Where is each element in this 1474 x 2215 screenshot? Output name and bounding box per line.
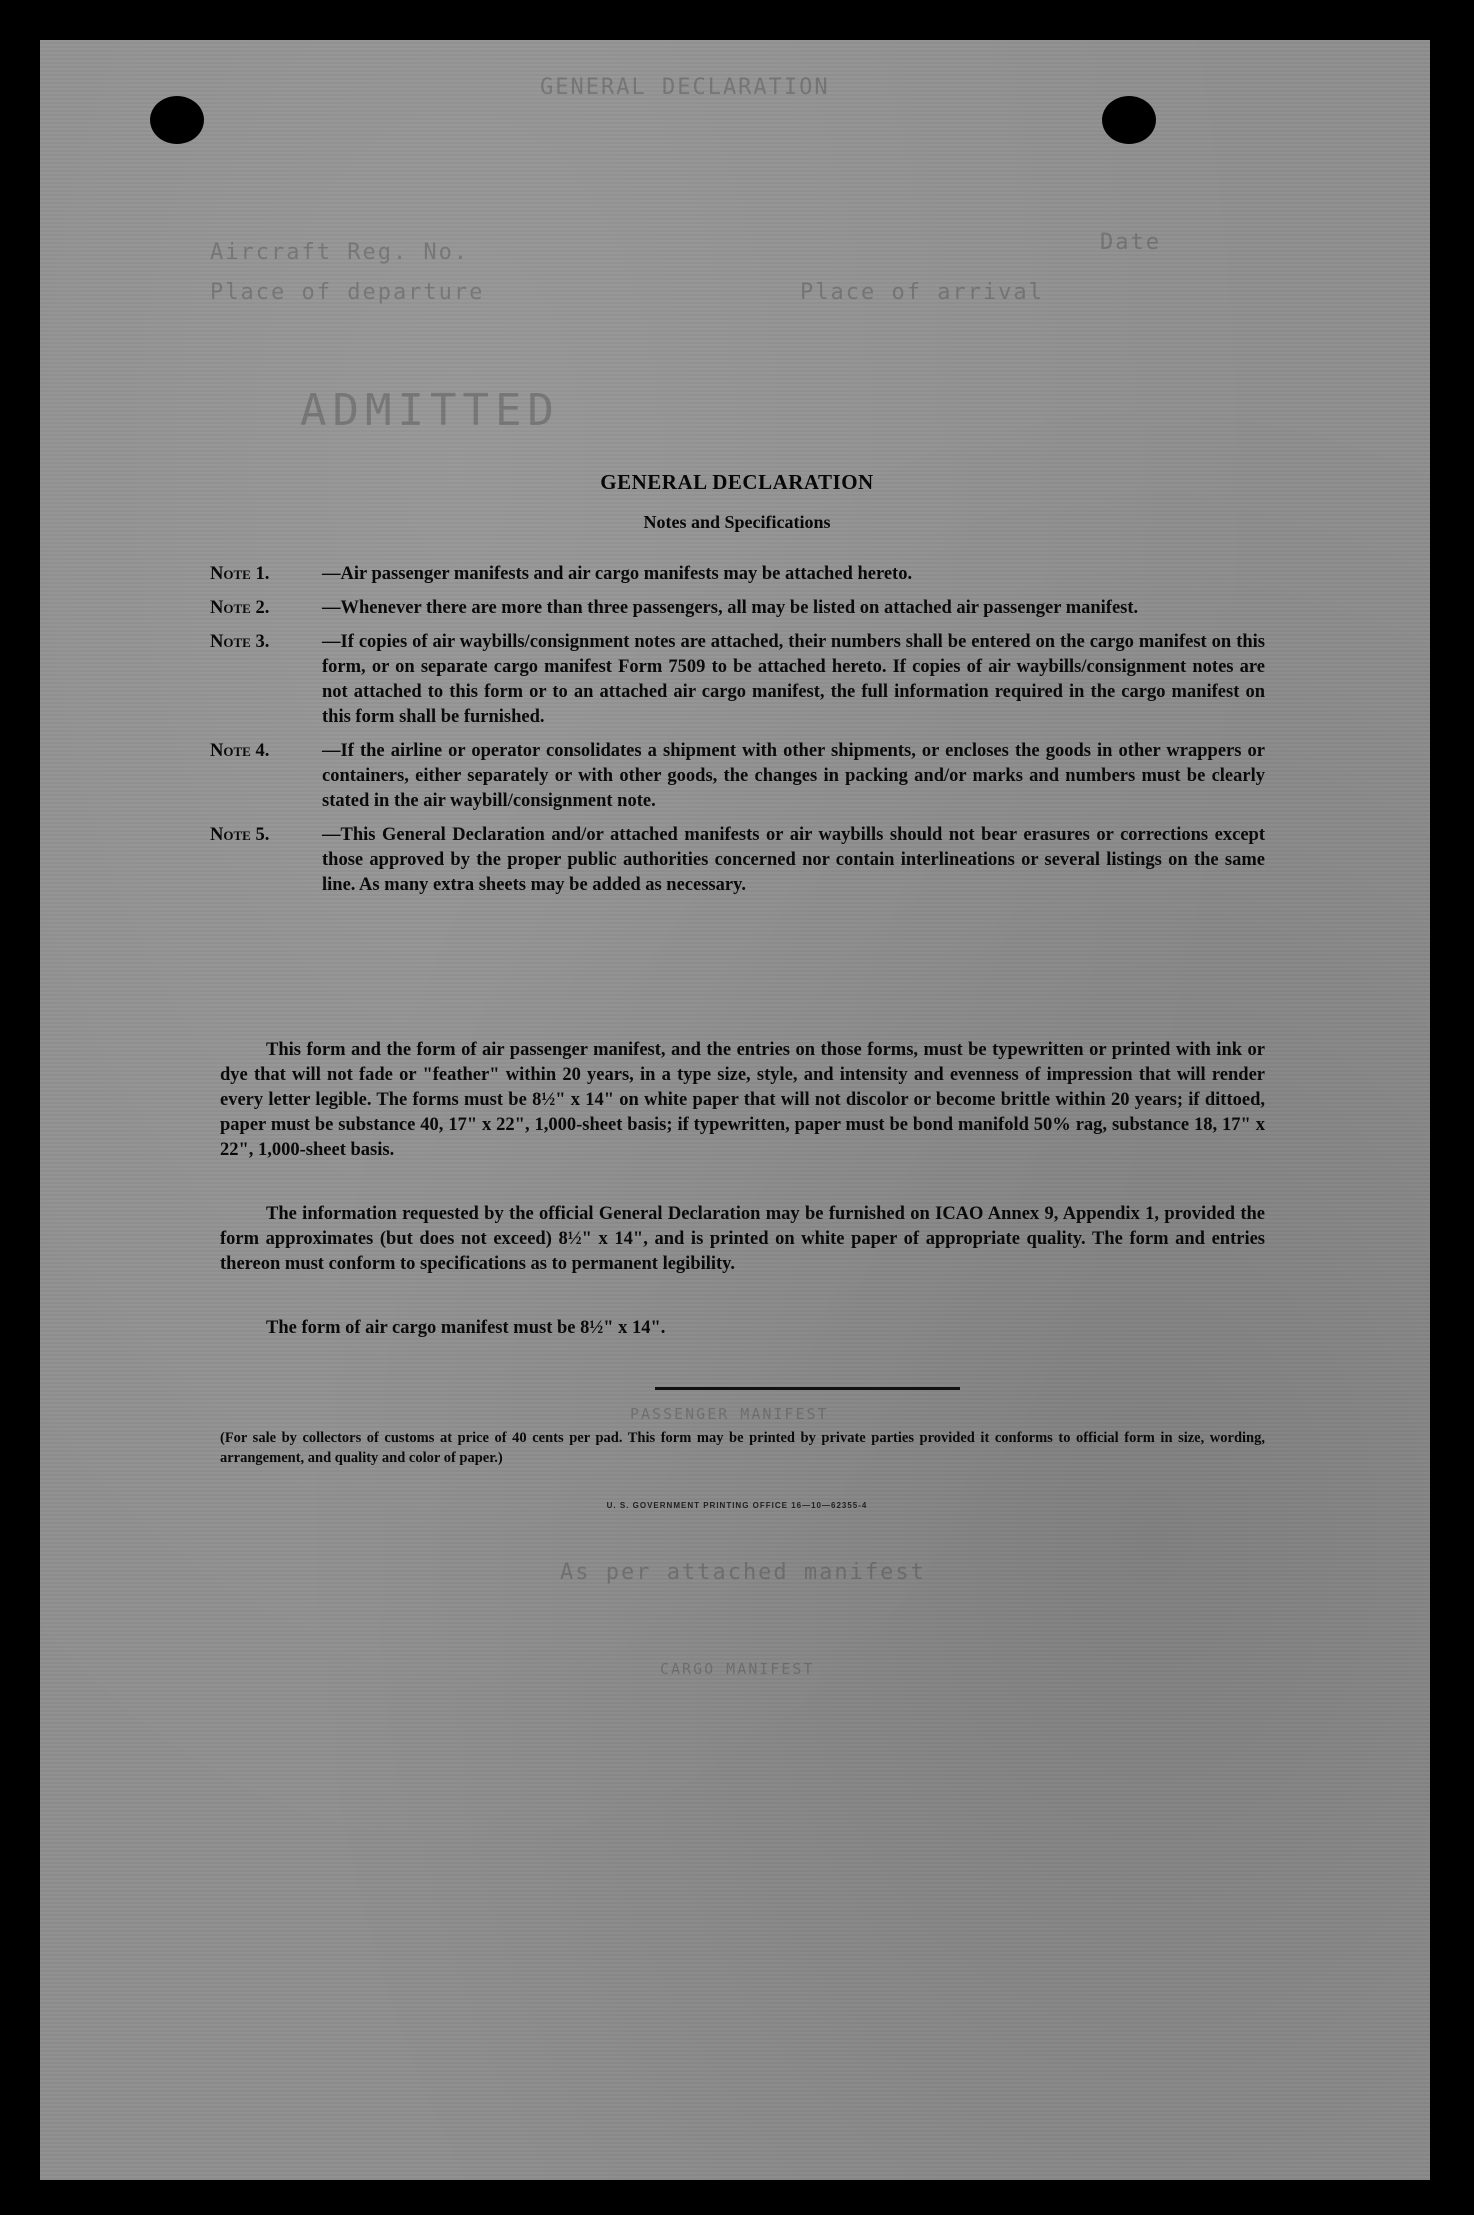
note-label: Note 2.	[210, 598, 270, 618]
bleedthrough-heading: GENERAL DECLARATION	[540, 75, 830, 100]
divider-rule	[655, 1387, 960, 1390]
notes-list	[210, 562, 1265, 907]
bleedthrough-passenger-heading: PASSENGER MANIFEST	[630, 1405, 829, 1423]
note-4	[210, 739, 1265, 814]
bleedthrough-arrival-line: Place of arrival	[800, 280, 1044, 305]
note-2	[210, 596, 1265, 621]
note-label: Note 4.	[210, 741, 270, 761]
punch-hole-right	[1102, 96, 1156, 144]
note-text: —If copies of air waybills/consignment notes are attached, their numbers shall be entered on the cargo manifest on this form, or on separate cargo manifest Form 7509 to be attached hereto. If copies of air waybills/consignment notes are not attached to this form or to an attached air cargo manifest, the full information required in the cargo manifest on this form shall be furnished.	[322, 632, 1265, 727]
bleedthrough-attached-manifest: As per attached manifest	[560, 1560, 926, 1585]
bleedthrough-place-line: Place of departure	[210, 280, 485, 305]
sale-notice: (For sale by collectors of customs at price of 40 cents per pad. This form may be printed by private parties provided it conforms to official form in size, wording, arrangement, and quality and color of paper.)	[220, 1430, 1265, 1466]
note-text: —Air passenger manifests and air cargo manifests may be attached hereto.	[322, 564, 913, 584]
paragraph-cargo-size: The form of air cargo manifest must be 8½" x 14".	[266, 1318, 666, 1338]
note-5	[210, 823, 1265, 898]
note-3	[210, 630, 1265, 730]
note-text: —This General Declaration and/or attached manifests or air waybills should not bear erasures or corrections except those approved by the proper public authorities concerned nor contain interlineations or several listings on the same line. As many extra sheets may be added as necessary.	[322, 825, 1265, 895]
paragraph-icao-annex: The information requested by the official General Declaration may be furnished on ICAO Annex 9, Appendix 1, provided the form approximates (but does not exceed) 8½" x 14", and is printed on white paper of appropriate quality. The form and entries thereon must conform to specifications as to permanent legibility.	[220, 1204, 1265, 1274]
document-title: GENERAL DECLARATION	[600, 470, 874, 494]
bleedthrough-date-line: Date	[1100, 230, 1161, 255]
paragraph-form-requirements: This form and the form of air passenger manifest, and the entries on those forms, must be typewritten or printed with ink or dye that will not fade or "feather" within 20 years, in a type size, style, and intensity and evenness of impression that will render every letter legible. The forms must be 8½" x 14" on white paper that will not discolor or become brittle within 20 years; if dittoed, paper must be substance 40, 17" x 22", 1,000-sheet basis; if typewritten, paper must be bond manifold 50% rag, substance 18, 17" x 22", 1,000-sheet basis.	[220, 1040, 1265, 1160]
note-label: Note 1.	[210, 564, 270, 584]
bleedthrough-stamp: ADMITTED	[300, 385, 560, 436]
note-label: Note 5.	[210, 825, 270, 845]
note-1	[210, 562, 1265, 587]
punch-hole-left	[150, 96, 204, 144]
document-subtitle: Notes and Specifications	[643, 512, 831, 532]
bleedthrough-cargo-heading: CARGO MANIFEST	[660, 1660, 815, 1678]
bleedthrough-aircraft-line: Aircraft Reg. No.	[210, 240, 470, 265]
printer-imprint: U. S. GOVERNMENT PRINTING OFFICE 16—10—62355-4	[606, 1501, 868, 1510]
note-label: Note 3.	[210, 632, 270, 652]
note-text: —Whenever there are more than three passengers, all may be listed on attached air passenger manifest.	[322, 598, 1139, 618]
note-text: —If the airline or operator consolidates a shipment with other shipments, or encloses the goods in other wrappers or containers, either separately or with other goods, the changes in packing and/or marks and numbers must be clearly stated in the air waybill/consignment note.	[322, 741, 1265, 811]
